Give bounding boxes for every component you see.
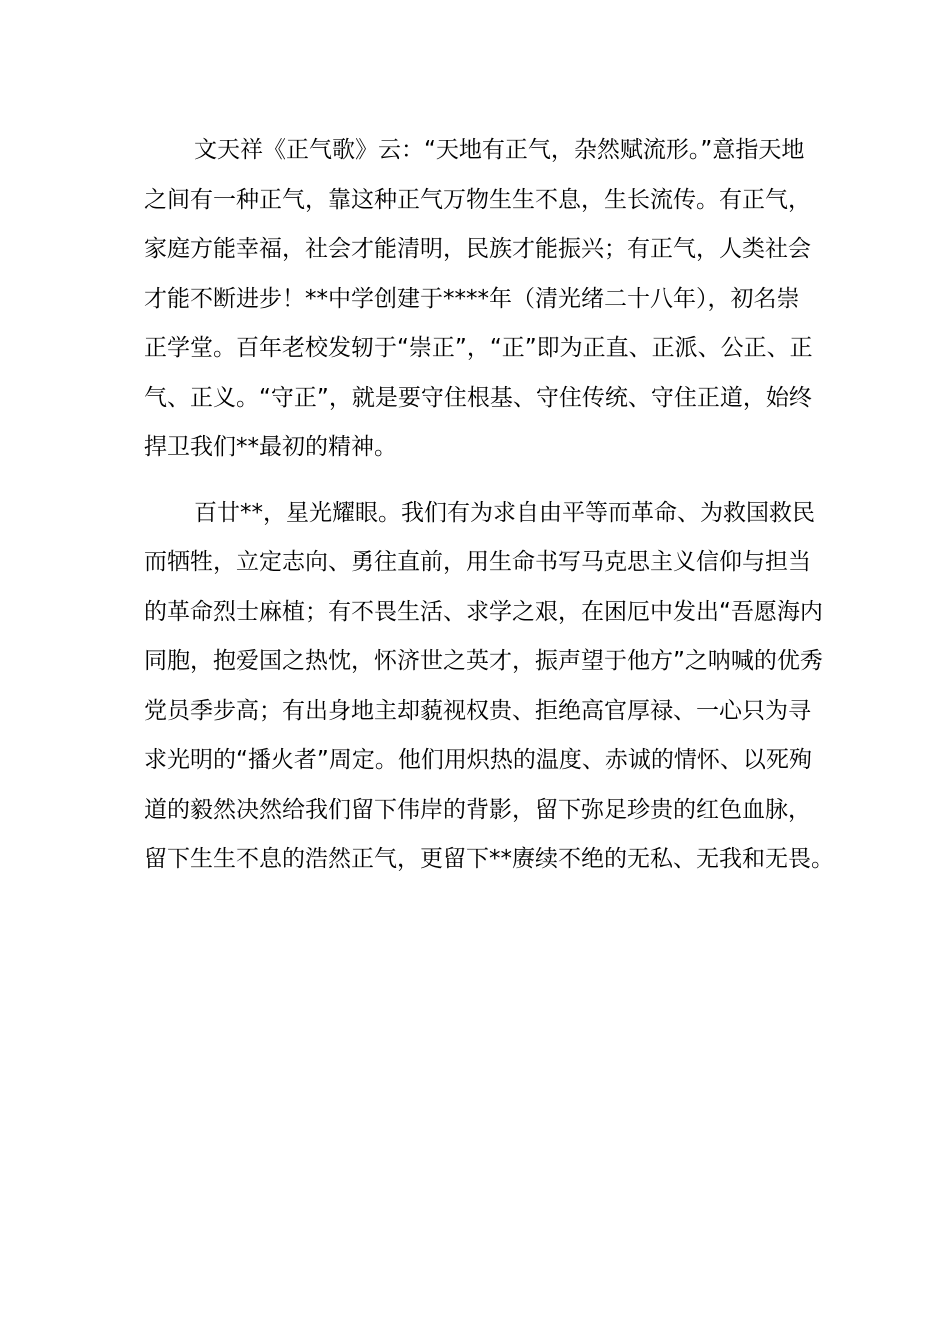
paragraph-spacer — [144, 473, 808, 489]
paragraph-line: 才能不断进步！**中学创建于****年（清光绪二十八年），初名崇 — [144, 285, 800, 312]
paragraph-line: 的革命烈士麻植；有不畏生活、求学之艰，在困厄中发出“吾愿海内 — [144, 598, 823, 625]
paragraph-line: 道的毅然决然给我们留下伟岸的背影，留下弥足珍贵的红色血脉， — [144, 796, 811, 823]
paragraph-line: 留下生生不息的浩然正气，更留下**赓续不绝的无私、无我和无畏。 — [144, 846, 834, 872]
paragraph-line: 党员季步高；有出身地主却藐视权贵、拒绝高官厚禄、一心只为寻 — [144, 697, 811, 724]
paragraph-line: 百廿**，星光耀眼。我们有为求自由平等而革命、为救国救民 — [194, 499, 815, 526]
paragraph-line: 家庭方能幸福，社会才能清明，民族才能振兴；有正气，人类社会 — [144, 236, 811, 262]
paragraph-line: 同胞，抱爱国之热忱，怀济世之英才，振声望于他方”之呐喊的优秀 — [144, 648, 823, 674]
paragraph-1 — [144, 126, 813, 473]
paragraph-line: 气、正义。“守正”，就是要守住根基、守住传统、守住正道，始终 — [144, 384, 812, 411]
paragraph-2 — [144, 489, 834, 885]
paragraph-line: 而牺牲，立定志向、勇往直前，用生命书写马克思主义信仰与担当 — [144, 549, 811, 575]
paragraph-line: 文天祥《正气歌》云：“天地有正气，杂然赋流形。”意指天地 — [194, 137, 805, 163]
paragraph-line: 正学堂。百年老校发轫于“崇正”，“正”即为正直、正派、公正、正 — [144, 335, 813, 361]
paragraph-line: 之间有一种正气，靠这种正气万物生生不息，生长流传。有正气， — [144, 186, 811, 213]
paragraph-line: 求光明的“播火者”周定。他们用炽热的温度、赤诚的情怀、以死殉 — [144, 747, 812, 773]
paragraph-line: 捍卫我们**最初的精神。 — [144, 434, 397, 460]
document-body — [144, 126, 834, 885]
